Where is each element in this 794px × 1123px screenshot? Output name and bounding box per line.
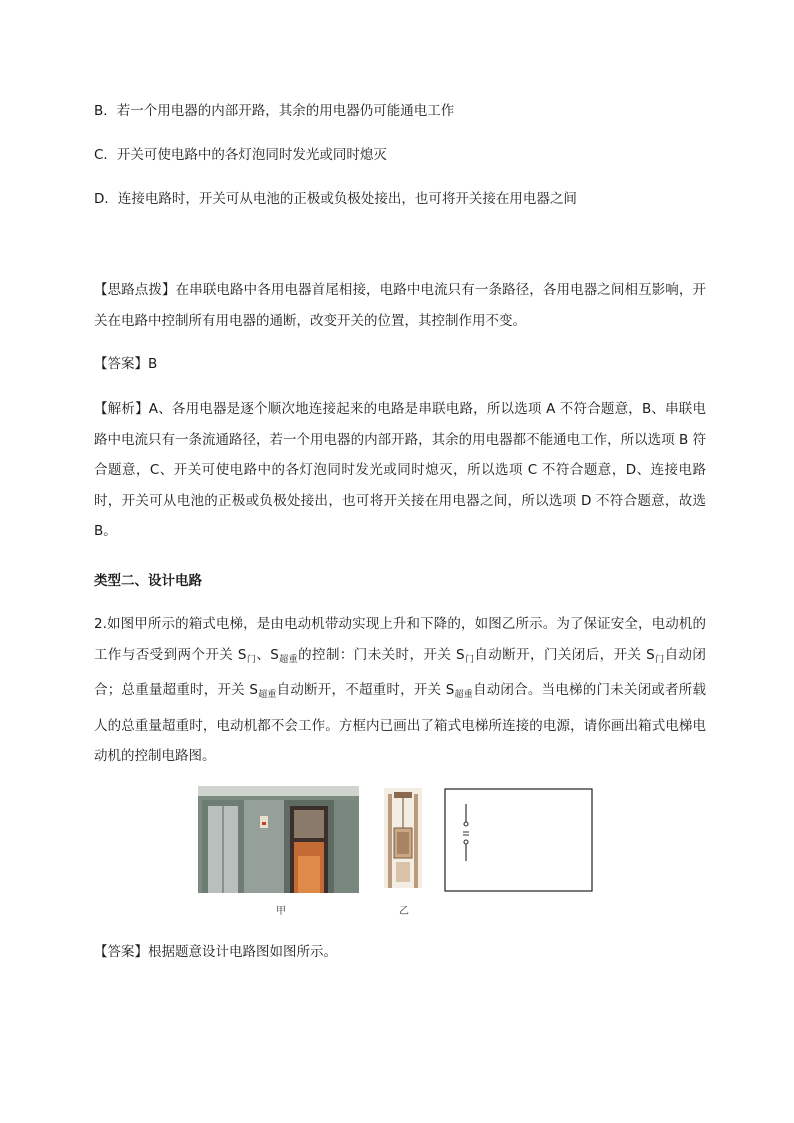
circuit-box (444, 788, 593, 892)
q2-sub-door: 门 (464, 654, 475, 665)
option-c: C．开关可使电路中的各灯泡同时发光或同时熄灭 (94, 147, 387, 163)
q2-text-2: 、S (256, 646, 279, 663)
answer-1-text: B (148, 356, 158, 372)
answer-1-label: 【答案】 (94, 356, 148, 372)
hint-paragraph (94, 275, 706, 336)
q2-sub-door: 门 (246, 654, 257, 665)
q2-text-7: 自动闭合。当电梯的门未关闭或者所载人的总重量超重时，电动机都不会工作。方框内已画出了箱式电梯所连接的电源，请你画出箱式电梯电动机的控制电路图。 (94, 682, 706, 764)
answer-2-text: 根据题意设计电路图如图所示。 (148, 944, 337, 960)
q2-sub-over: 超重 (257, 690, 277, 700)
section-heading: 类型二、设计电路 (94, 573, 202, 589)
answer-1 (94, 354, 157, 374)
q2-text-5: 自动闭合；总重量超重时，开关 S (94, 646, 706, 698)
caption-jia: 甲 (276, 906, 286, 917)
analysis-paragraph (94, 394, 706, 547)
answer-2-label: 【答案】 (94, 944, 148, 960)
option-b: B．若一个用电器的内部开路，其余的用电器仍可能通电工作 (94, 103, 455, 119)
q2-sub-over: 超重 (454, 690, 473, 700)
elevator-photo (198, 786, 359, 893)
q2-sub-over: 超重 (278, 654, 299, 665)
analysis-label: 【解析】 (94, 401, 149, 417)
q2-text-6: 自动断开，不超重时，开关 S (276, 682, 455, 698)
analysis-text: A、各用电器是逐个顺次地连接起来的电路是串联电路，所以选项 A 不符合题意，B、串联电路中电流只有一条流通路径，若一个用电器的内部开路，其余的用电器都不能通电工作，所以选项 B 符合题意，C、开关可使电路中的各灯泡同时发光或同时熄灭，所以选项 C 不符合题意，D、连接电路时，开关可从电池的正极或负极处接出，也可将开关接在用电器之间，所以选项 D 不符合题意，故选 B。 (94, 401, 706, 539)
caption-yi: 乙 (399, 906, 409, 917)
hint-label: 【思路点拨】 (94, 282, 176, 298)
q2-text-4: 自动断开，门关闭后，开关 S (474, 646, 655, 663)
answer-2 (94, 942, 337, 962)
elevator-shaft-diagram (384, 788, 422, 888)
hint-text: 在串联电路中各用电器首尾相接，电路中电流只有一条路径，各用电器之间相互影响，开关在电路中控制所有用电器的通断，改变开关的位置，其控制作用不变。 (94, 282, 707, 329)
q2-text-1: 2.如图甲所示的箱式电梯，是由电动机带动实现上升和下降的，如图乙所示。为了保证安全，电动机的工作与否受到两个开关 S (94, 616, 706, 663)
question-2 (94, 609, 706, 772)
option-d: D．连接电路时，开关可从电池的正极或负极处接出，也可将开关接在用电器之间 (94, 191, 577, 207)
q2-text-3: 的控制：门未关时，开关 S (298, 646, 465, 663)
q2-sub-door: 门 (654, 654, 665, 665)
